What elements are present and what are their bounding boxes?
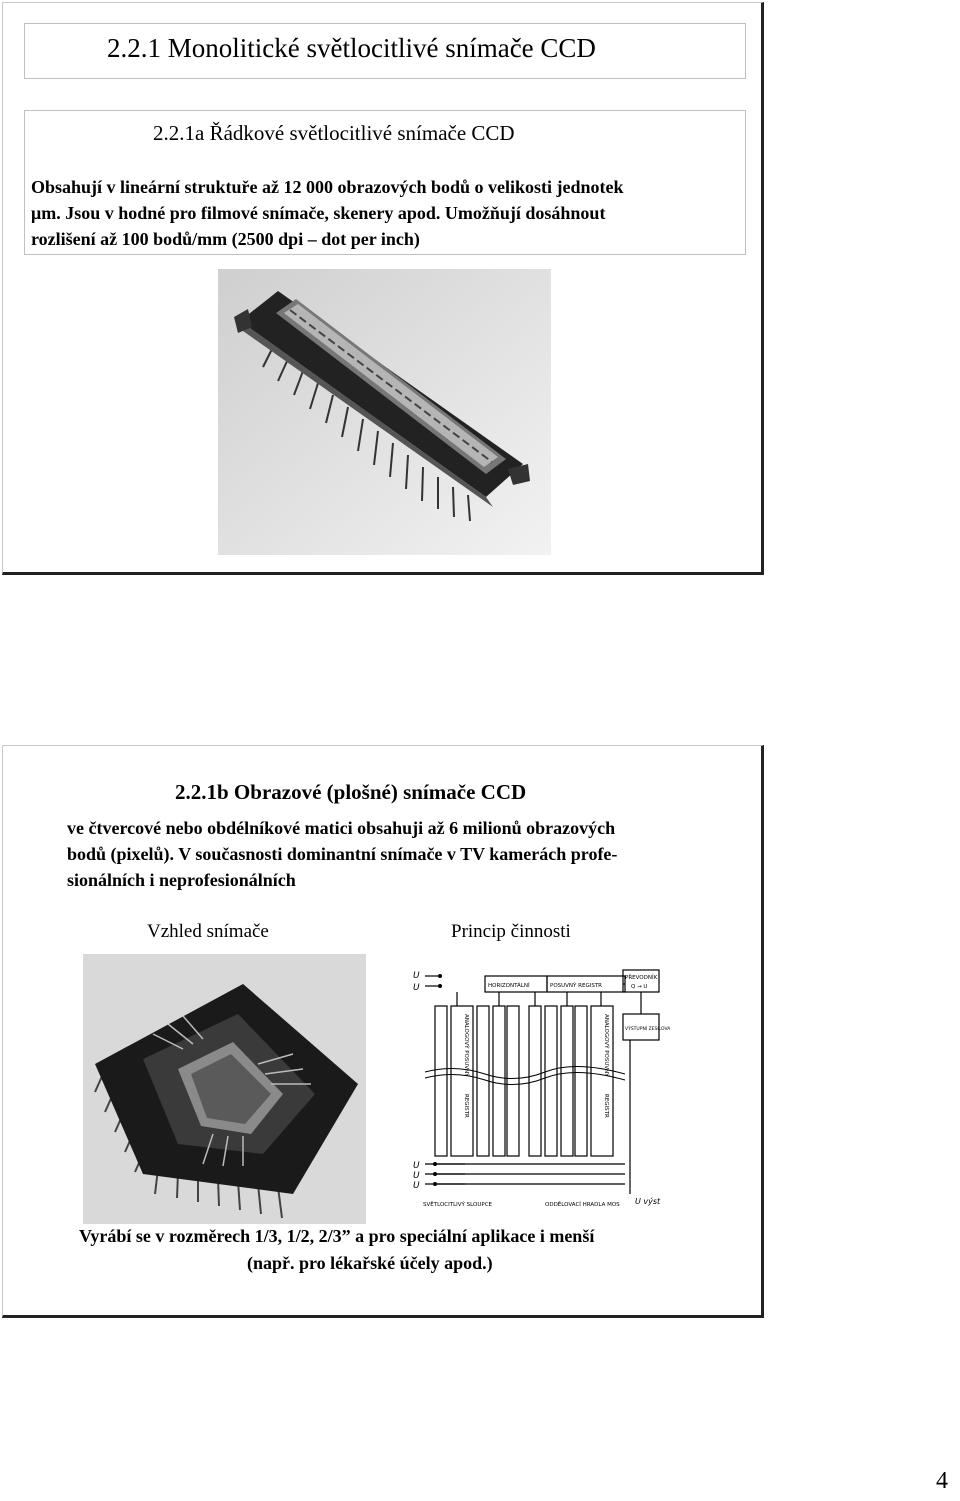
page-number: 4 — [936, 1468, 948, 1494]
diagram-label-gates: ODDĚLOVACÍ HRADLA MOS — [545, 1202, 620, 1208]
content-box — [24, 110, 746, 255]
footer-line-2: (např. pro lékařské účely apod.) — [247, 1253, 493, 1273]
body-line-2: μm. Jsou v hodné pro filmové snímače, skenery apod. Umožňují dosáhnout — [31, 203, 606, 223]
diagram-label-converter-sub: Q → U — [631, 984, 648, 990]
slide-2 — [2, 745, 764, 1318]
svg-text:U: U — [413, 1171, 420, 1181]
area-ccd-photo — [83, 954, 366, 1224]
diagram-label-register-left: REGISTR — [463, 1094, 469, 1118]
footer-line-1: Vyrábí se v rozměrech 1/3, 1/2, 2/3” a pro speciální aplikace i menší — [79, 1226, 595, 1246]
svg-text:U: U — [413, 983, 420, 993]
diagram-label-uout: U výst — [635, 1197, 661, 1206]
label-principle: Princip činnosti — [451, 921, 571, 942]
diagram-label-amplifier: VÝSTUPNÍ ZESILOVAČ — [625, 1027, 670, 1032]
body-line-3: sionálních i neprofesionálních — [67, 870, 296, 890]
slide-1 — [2, 2, 764, 575]
slide-title: 2.2.1 Monolitické světlocitlivé snímače CCD — [107, 33, 596, 63]
body-line-3: rozlišení až 100 bodů/mm (2500 dpi – dot per inch) — [31, 229, 420, 249]
title-box — [24, 23, 746, 79]
diagram-label-converter: PŘEVODNÍK — [625, 975, 658, 981]
section-heading: 2.2.1a Řádkové světlocitlivé snímače CCD — [153, 121, 515, 145]
diagram-label-analog-right: ANALOGOVÝ POSUVNÝ — [603, 1014, 609, 1077]
diagram-label-analog-left: ANALOGOVÝ POSUVNÝ — [463, 1014, 469, 1077]
svg-text:U: U — [413, 1161, 420, 1171]
svg-text:U: U — [413, 971, 420, 981]
body-line-1: ve čtvercové nebo obdélníkové matici obsahuji až 6 milionů obrazových — [67, 818, 616, 838]
body-line-2: bodů (pixelů). V současnosti dominantní snímače v TV kamerách profe- — [67, 844, 618, 864]
label-appearance: Vzhled snímače — [147, 921, 269, 942]
diagram-label-horizontal: HORIZONTÁLNÍ — [488, 983, 530, 989]
linear-ccd-photo — [218, 269, 551, 555]
ccd-principle-diagram — [395, 954, 670, 1224]
slide-title: 2.2.1b Obrazové (plošné) snímače CCD — [175, 780, 527, 804]
diagram-label-register-right: REGISTR — [603, 1094, 609, 1118]
body-line-1: Obsahují v lineární struktuře až 12 000 obrazových bodů o velikosti jednotek — [31, 177, 624, 197]
diagram-label-columns: SVĚTLOCITLIVÝ SLOUPCE — [423, 1202, 493, 1208]
svg-text:U: U — [413, 1181, 420, 1191]
diagram-label-shift-register: POSUVNÝ REGISTR — [550, 983, 603, 989]
